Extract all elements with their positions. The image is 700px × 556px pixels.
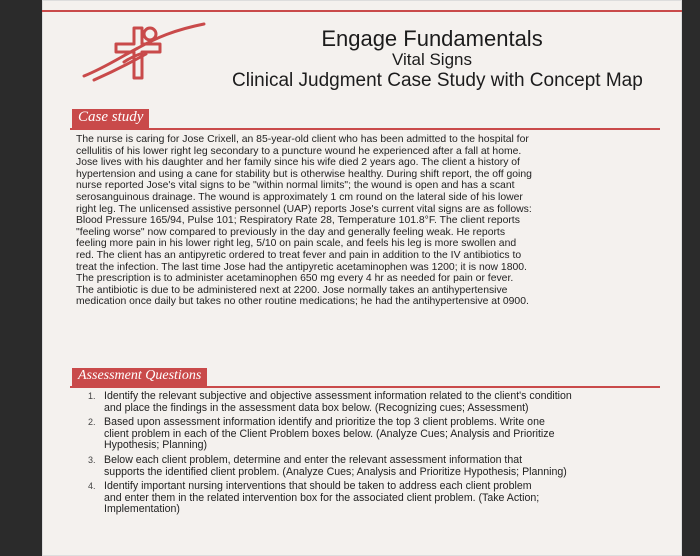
case-study-line: cellulitis of his lower right leg secondary to a puncture wound he experienced after a fall at home.	[76, 145, 522, 157]
case-study-line: nurse reported Jose's vital signs to be "within normal limits"; the wound is open and has a scant	[76, 180, 515, 192]
document-page	[42, 0, 682, 556]
question-text: Hypothesis; Planning)	[104, 439, 208, 452]
case-study-line: The antibiotic is due to be administered next at 2200. Jose normally takes an antihypertensive	[76, 284, 508, 296]
question-text: Identify important nursing interventions that should be taken to address each client problem	[104, 480, 532, 493]
question-number: 3.	[88, 454, 96, 465]
question-number: 2.	[88, 417, 96, 428]
case-study-line: medication once daily but takes no other routine medications; he had the antihypertensive at 0900.	[76, 296, 529, 308]
question-number: 4.	[88, 481, 96, 492]
assessment-question	[82, 417, 654, 452]
question-text: supports the identified client problem. (Analyze Cues; Analysis and Prioritize Hypothesis; Planning)	[104, 465, 567, 478]
assessment-question	[82, 391, 654, 414]
question-text: client problem in each of the Client Problem boxes below. (Analyze Cues; Analysis and Prioritize	[104, 427, 555, 440]
assessment-question-list	[82, 391, 654, 519]
page-subtitle: Vital Signs	[391, 50, 472, 69]
question-number: 1.	[88, 391, 96, 401]
case-study-line: treat the infection. The last time Jose had the antipyretic acetaminophen was 1200; it is now 1800.	[76, 261, 527, 273]
assessment-question	[82, 481, 654, 516]
case-study-line: "feeling worse" now compared to previously in the day and generally feeling weak. He reports	[76, 226, 506, 238]
case-study-line: The prescription is to administer acetaminophen 650 mg every 4 hr as needed for pain or fever.	[76, 273, 514, 285]
case-study-line: right leg. The unlicensed assistive personnel (UAP) reports Jose's current vital signs are as follows:	[76, 203, 532, 215]
case-study-line: feeling more pain in his lower right leg, 5/10 on pain scale, and feels his leg is more swollen and	[76, 238, 517, 250]
case-study-line: Blood Pressure 165/94, Pulse 101; Respiratory Rate 28, Temperature 101.8°F. The client reports	[76, 215, 520, 227]
question-text: and place the findings in the assessment data box below. (Recognizing cues; Assessment)	[104, 401, 529, 414]
caduceus-cross-logo-icon	[64, 18, 214, 88]
case-study-body	[76, 134, 644, 308]
page-subtitle-2: Clinical Judgment Case Study with Concept Map	[232, 70, 643, 91]
case-study-line: Jose lives with his daughter and her family since his wife died 2 years ago. The client a history of	[76, 157, 520, 169]
question-text: Below each client problem, determine and enter the relevant assessment information that	[104, 453, 523, 466]
case-study-line: The nurse is caring for Jose Crixell, an 85-year-old client who has been admitted to the hospital for	[76, 134, 529, 145]
top-divider	[42, 10, 682, 12]
case-study-line: hypertension and using a cane for stability but is otherwise healthy. During shift report, the off going	[76, 168, 532, 180]
case-study-heading: Case study	[72, 109, 149, 128]
question-text: Based upon assessment information identify and prioritize the top 3 client problems. Write one	[104, 416, 545, 429]
assessment-divider	[70, 386, 660, 388]
question-text: Implementation)	[104, 503, 180, 516]
question-text: Identify the relevant subjective and objective assessment information related to the client's condition	[104, 390, 572, 402]
page-title: Engage Fundamentals	[321, 26, 543, 51]
case-study-line: red. The client has an antipyretic ordered to treat fever and pain in addition to the IV antibiotics to	[76, 249, 522, 261]
case-study-line: serosanguinous drainage. The wound is approximately 1 cm round on the lateral side of his lower	[76, 191, 523, 203]
case-study-divider	[70, 128, 660, 130]
question-text: and enter them in the related intervention box for the associated client problem. (Take Action;	[104, 491, 540, 504]
assessment-question	[82, 455, 654, 478]
assessment-heading: Assessment Questions	[72, 368, 207, 386]
